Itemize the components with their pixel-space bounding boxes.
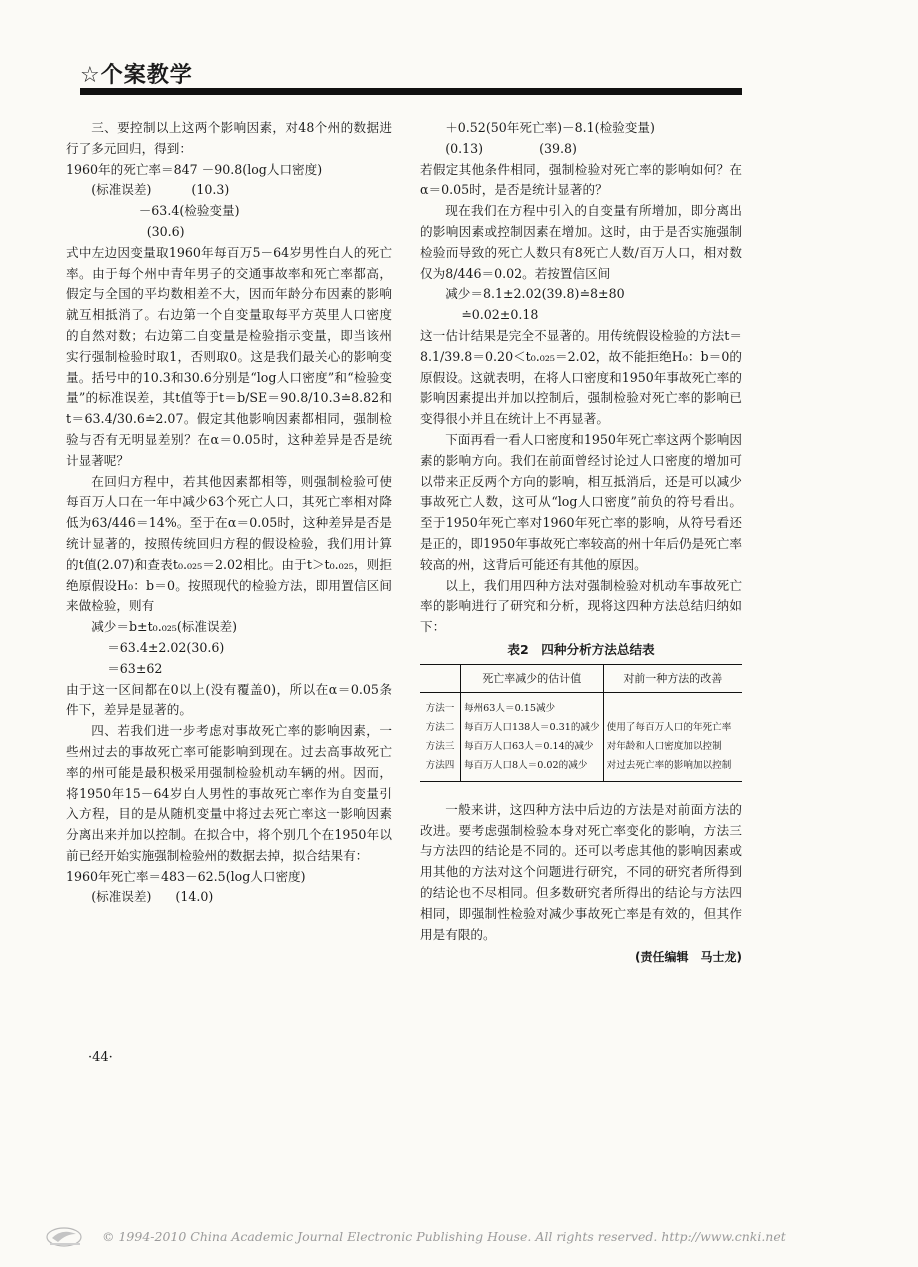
equation-line: (0.13) (39.8) (445, 140, 577, 156)
equation-line: 减少＝8.1±2.02(39.8)≐8±80 (445, 286, 625, 302)
table-cell: 方法二 (420, 718, 461, 737)
table-cell: 对过去死亡率的影响加以控制 (606, 759, 732, 771)
paragraph: 三、要控制以上这两个影响因素，对48个州的数据进行了多元回归，得到： (66, 120, 392, 156)
equation-line: 1960年死亡率＝483－62.5(log人口密度) (66, 868, 306, 884)
editor-credit: (责任编辑 马士龙) (635, 950, 742, 965)
equation-line: ＋0.52(50年死亡率)－8.1(检验变量) (445, 120, 655, 135)
table-header-row (420, 664, 742, 692)
cnki-logo-icon (44, 1226, 88, 1248)
paragraph: 下面再看一看人口密度和1950年死亡率这两个影响因素的影响方向。我们在前面曾经讨论过人口密度的增加可以带来正反两个方向的影响，相互抵消后，还是可以减少事故死亡人数，这可从“log人口密度”前负的符号看出。至于1950年死亡率对1960年死亡率的影响，从符号看还是正的，即1950年事故死亡率较高的州十年后仍是死亡率较高的州，这背后可能还有其他的原因。 (420, 431, 742, 572)
header-rule (80, 88, 742, 95)
equation-line: ＝63±62 (91, 660, 163, 676)
equation-line: －63.4(检验变量) (122, 203, 240, 219)
table-cell: 每百万人口63人＝0.14的减少 (461, 737, 604, 756)
page-number: ·44· (88, 1050, 113, 1065)
table-row (420, 692, 742, 718)
equation-line: (标准误差) (10.3) (91, 182, 230, 198)
table-cell (603, 692, 742, 718)
paragraph: 由于这一区间都在0以上(没有覆盖0)，所以在α＝0.05条件下，差异是显著的。 (66, 681, 392, 718)
paragraph: 一般来讲，这四种方法中后边的方法是对前面方法的改进。要考虑强制检验本身对死亡率变化的影响，方法三与方法四的结论是不同的。还可以考虑其他的影响因素或用其他的方法对这个问题进行研究，不同的研究者所得到的结论也不尽相同。但多数研究者所得出的结论与方法四相同，即强制性检验对减少事故死亡率是有效的，但其作用是有限的。 (420, 801, 742, 942)
equation-line: 减少＝b±t₀.₀₂₅(标准误差) (91, 619, 238, 635)
table-cell: 每百万人口138人＝0.31的减少 (461, 718, 604, 737)
table-header-cell (420, 664, 461, 692)
page-header (80, 58, 742, 89)
table-header-cell: 死亡率减少的估计值 (461, 664, 604, 692)
table-header-cell: 对前一种方法的改善 (603, 664, 742, 692)
table-row (420, 718, 742, 737)
table-row (420, 756, 742, 782)
right-column-bottom (420, 800, 742, 946)
equation-line: ≐0.02±0.18 (445, 307, 539, 323)
table-title: 表2 四种分析方法总结表 (507, 641, 655, 657)
table-cell: 每百万人口8人＝0.02的减少 (461, 756, 604, 782)
paragraph: 式中左边因变量取1960年每百万5－64岁男性白人的死亡率。由于每个州中青年男子的交通事故率和死亡率都高，假定与全国的平均数相差不大，因而年龄分布因素的影响就互相抵消了。右边第一个自变量取每平方英里人口密度的自然对数；右边第二自变量是检验指示变量，即当该州实行强制检验时取1，否则取0。这是我们最关心的影响变量。括号中的10.3和30.6分别是“log人口密度”和“检验变量”的标准误差，其t值等于t＝b/SE＝90.8/10.3≐8.82和t＝63.4/30.6≐2.07。假定其他影响因素都相同，强制检验与否有无明显差别？在α＝0.05时，这种差异是否是统计显著呢？ (66, 244, 392, 468)
paragraph: 现在我们在方程中引入的自变量有所增加，即分离出的影响因素或控制因素在增加。这时，由于是否实施强制检验而导致的死亡人数只有8死亡人数/百万人口，相对数仅为8/446＝0.02。若按置信区间 (420, 203, 742, 281)
summary-table (420, 664, 742, 782)
table-cell: 方法一 (420, 692, 461, 718)
table-cell: 对年龄和人口密度加以控制 (606, 740, 722, 752)
equation-line: (30.6) (122, 223, 185, 239)
footer (44, 1224, 786, 1252)
paragraph: 以上，我们用四种方法对强制检验对机动车事故死亡率的影响进行了研究和分析，现将这四种方法总结归纳如下： (420, 577, 742, 635)
table-cell: 使用了每百万人口的年死亡率 (606, 721, 732, 733)
copyright-text: © 1994-2010 China Academic Journal Electronic Publishing House. All rights reserved. http://www.cnki.net (102, 1229, 786, 1244)
table-cell: 方法四 (420, 756, 461, 782)
right-column-top (420, 118, 742, 638)
equation-line: ＝63.4±2.02(30.6) (91, 639, 225, 655)
table-cell: 方法三 (420, 737, 461, 756)
table-row (420, 737, 742, 756)
left-column (66, 118, 392, 908)
table-cell: 每州63人＝0.15减少 (461, 692, 604, 718)
equation-line: 1960年的死亡率＝847 －90.8(log人口密度) (66, 161, 323, 177)
paragraph: 这一估计结果是完全不显著的。用传统假设检验的方法t＝8.1/39.8＝0.20＜t₀.₀₂₅＝2.02，故不能拒绝H₀：b＝0的原假设。这就表明，在将人口密度和1950年事故死亡率的影响因素提出并加以控制后，强制检验对死亡率的影响已变得很小并且在统计上不再显著。 (420, 327, 742, 427)
paragraph: 在回归方程中，若其他因素都相等，则强制检验可使每百万人口在一年中减少63个死亡人口，其死亡率相对降低为63/446＝14%。至于在α＝0.05时，这种差异是否是统计显著的，按照传统回归方程的假设检验，我们用计算的t值(2.07)和查表t₀.₀₂₅＝2.02相比。由于t＞t₀.₀₂₅，则拒绝原假设H₀：b＝0。按照现代的检验方法，即用置信区间来做检验，则有 (66, 473, 392, 614)
right-column (420, 118, 742, 968)
equation-line: (标准误差) (14.0) (91, 889, 214, 905)
paragraph: 四、若我们进一步考虑对事故死亡率的影响因素，一些州过去的事故死亡率可能影响到现在。过去高事故死亡率的州可能是最积极采用强制检验机动车辆的州。因而，将1950年15－64岁白人男性的事故死亡率作为自变量引入方程，目的是从随机变量中将过去死亡率这一影响因素分离出来并加以控制。在拟合中，将个别几个在1950年以前已经开始实施强制检验州的数据去掉，拟合结果有： (66, 723, 392, 863)
section-title: ☆个案教学 (80, 63, 193, 88)
paragraph: 若假定其他条件相同，强制检验对死亡率的影响如何？在α＝0.05时，是否是统计显著的？ (420, 161, 742, 198)
